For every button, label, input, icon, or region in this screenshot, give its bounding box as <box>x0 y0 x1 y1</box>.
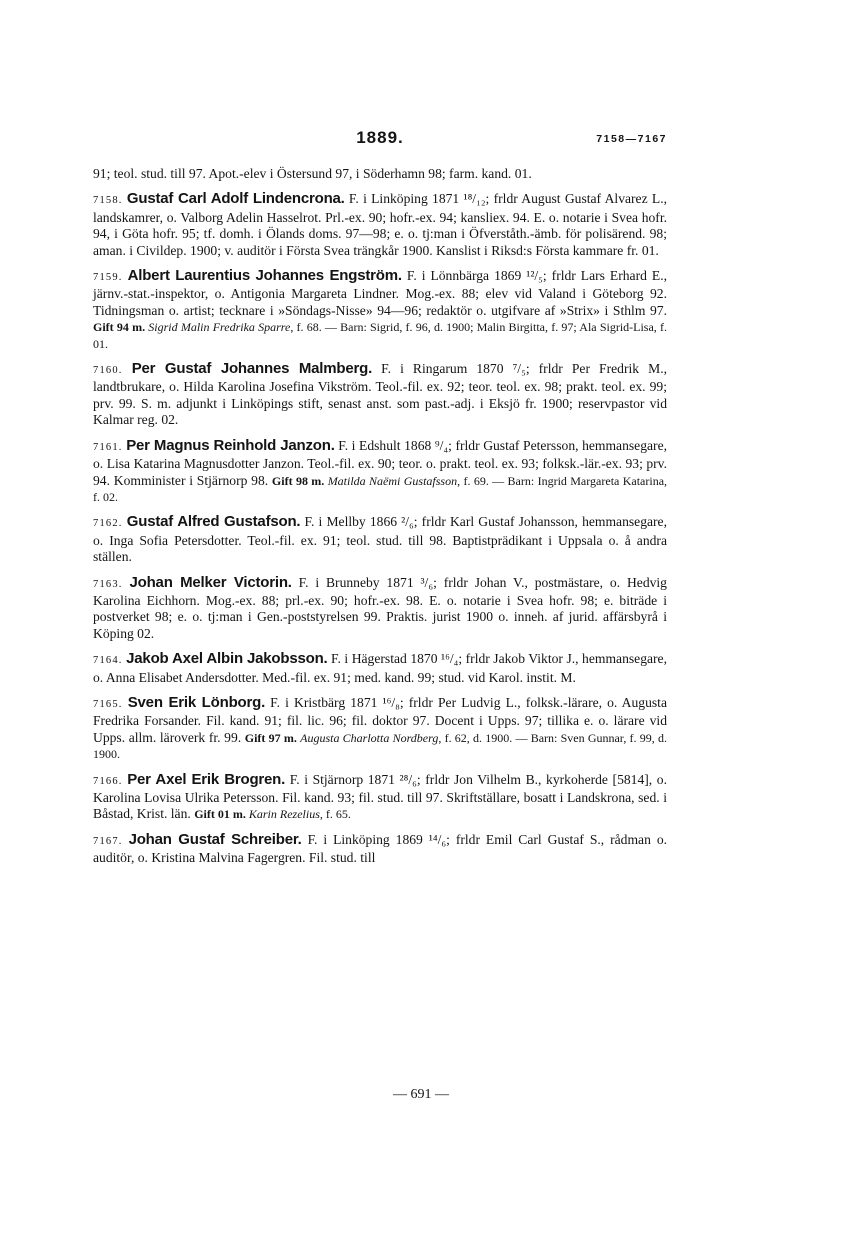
entry-text: F. i Ringarum 1870 ⁷/₅; frldr Per Fredrik M., landtbrukare, o. Hilda Karolina Josefina Vikström. Teol.-fil. ex. 92; teor. teol. ex. 98; prakt. teol. ex. 99; prv. 99. S. m. adjunkt i Linköpings stift, senast anst. som past.-adj. i Eksjö fr. 1900; reservpastor vid Kalmar reg. 02. <box>93 361 667 428</box>
entry-name: Johan Melker Victorin. <box>129 573 292 591</box>
marriage-label: Gift 94 m. <box>93 320 149 335</box>
entry-name: Johan Gustaf Schreiber. <box>128 830 302 848</box>
entry-text: F. i Edshult 1868 ⁹/₄; frldr Gustaf Petersson, hemmansegare, o. Lisa Katarina Magnusdotter Janzon. Teol.-fil. ex. 90; teor. o. prakt. teol. ex. 93; folksk.-lär.-ex. 93; prv. 94. Komminister i Stjärnorp 98. <box>93 437 667 488</box>
entry-7163 <box>93 575 667 643</box>
spouse-name: Matilda Naëmi Gustafsson <box>327 473 458 488</box>
continuation-text: 91; teol. stud. till 97. Apot.-elev i Östersund 97, i Söderhamn 98; farm. kand. 01. <box>93 166 532 181</box>
entry-number: 7160. <box>93 365 123 377</box>
entry-name: Gustaf Carl Adolf Lindencrona. <box>126 190 345 208</box>
entry-number: 7166. <box>93 775 123 787</box>
entry-number: 7162. <box>93 518 123 530</box>
entry-number: 7164. <box>93 655 123 667</box>
spouse-name: Augusta Charlotta Nordberg <box>300 730 439 745</box>
children-text: , f. 62, d. 1900. — Barn: Sven Gunnar, f. 99, d. 1900. <box>93 730 667 762</box>
register-content <box>93 166 667 876</box>
entry-name: Per Axel Erik Brogren. <box>127 770 286 788</box>
page-number: — 691 — <box>393 1087 449 1102</box>
entry-number: 7158. <box>93 195 123 207</box>
entry-7160 <box>93 361 667 429</box>
entry-number: 7167. <box>93 835 123 847</box>
entry-number: 7165. <box>93 698 123 710</box>
marriage-label: Gift 97 m. <box>244 730 301 745</box>
spouse-name: Sigrid Malin Fredrika Sparre <box>148 320 291 335</box>
entry-text: F. i Lönnbärga 1869 ¹²/₅; frldr Lars Erhard E., järnv.-stat.-inspektor, o. Antigonia Margareta Lindner. Mog.-ex. 88; elev vid Valand i Göteborg 92. Tidningsman o. artist; tecknare i »Söndags-Nisse» 94—96; redaktör o. utgifvare af »Strix» i Sthlm 97. <box>93 268 667 318</box>
entry-number: 7161. <box>93 441 123 453</box>
marriage-label: Gift 98 m. <box>271 473 328 488</box>
entry-7164 <box>93 651 667 686</box>
page-year: 1889. <box>356 128 404 147</box>
entry-name: Per Gustaf Johannes Malmberg. <box>131 360 373 378</box>
entry-name: Sven Erik Lönborg. <box>127 693 266 711</box>
entry-7165 <box>93 695 667 763</box>
entry-text: F. i Linköping 1871 ¹⁸/₁₂; frldr August Gustaf Alvarez L., landskamrer, o. Valborg Adelin Hasselrot. Prl.-ex. 90; hofr.-ex. 94; kansliex. 94. E. o. notarie i Svea hofr. 94, i Göta hofr. 95; tf. domh. i Ölands doms. 97—98; e. o. tj:man i Öfverståth.-ämb. för polisärend. 98; aman. i Civildep. 1900; v. auditör i Första Svea trängkår 1900. Kanslist i Riksd:s Första kammare fr. 01. <box>93 191 667 258</box>
children-text: , f. 68. — Barn: Sigrid, f. 96, d. 1900; Malin Birgitta, f. 97; Ala Sigrid-Lisa, f. 01. <box>93 320 668 351</box>
entry-number: 7163. <box>93 578 123 590</box>
entry-name: Gustaf Alfred Gustafson. <box>126 513 301 531</box>
entry-7158 <box>93 191 667 259</box>
entry-7162 <box>93 514 667 565</box>
children-text: , f. 69. — Barn: Ingrid Margareta Katarina, f. 02. <box>93 473 668 504</box>
spouse-name: Karin Rezelius <box>248 807 320 822</box>
entry-text: F. i Hägerstad 1870 ¹⁶/₄; frldr Jakob Viktor J., hemmansegare, o. Anna Elisabet Andersdotter. Med.-fil. ex. 91; med. kand. 99; stud. vid Karol. instit. M. <box>93 651 667 685</box>
entry-7159 <box>93 268 667 352</box>
page-header <box>93 128 667 152</box>
marriage-label: Gift 01 m. <box>194 807 249 822</box>
entry-name: Albert Laurentius Johannes Engström. <box>127 267 402 285</box>
marriage-line <box>93 320 667 350</box>
entry-number: 7159. <box>93 272 123 284</box>
marriage-line <box>194 807 351 821</box>
entry-text: F. i Brunneby 1871 ³/₆; frldr Johan V., postmästare, o. Hedvig Karolina Eichhorn. Mog.-ex. 88; prl.-ex. 90; hofr.-ex. 98. E. o. notarie i Svea hofr. 98; e. biträde i postverket 98; e. o. tj:man i Gen.-poststyrelsen 99. Praktis. jurist 1900 o. inneh. af jurid. affärsbyrå i Köping 02. <box>93 574 667 641</box>
entry-7161 <box>93 438 667 506</box>
children-text: , f. 65. <box>319 807 351 822</box>
entries-list <box>93 191 667 866</box>
entry-text: F. i Stjärnorp 1871 ²⁸/₆; frldr Jon Vilhelm B., kyrkoherde [5814], o. Karolina Lovisa Ulrika Petersson. Fil. kand. 93; fil. stud. till 97. Skriftställare, bosatt i Landskrona, sed. i Båstad, Krist. län. <box>93 771 667 822</box>
entry-7167 <box>93 832 667 867</box>
entry-text: F. i Mellby 1866 ²/₆; frldr Karl Gustaf Johansson, hemmansegare, o. Inga Sofia Petersdotter. Teol.-fil. ex. 91; teol. stud. till 98. Baptistprädikant i Uppsala o. å andra ställen. <box>93 514 667 565</box>
entry-range: 7158—7167 <box>596 133 667 145</box>
entry-name: Jakob Axel Albin Jakobsson. <box>126 650 328 668</box>
entry-text: F. i Linköping 1869 ¹⁴/₆; frldr Emil Carl Gustaf S., rådman o. auditör, o. Kristina Malvina Fagergren. Fil. stud. till <box>93 831 668 866</box>
entry-text: F. i Kristbärg 1871 ¹⁶/₈; frldr Per Ludvig L., folksk.-lärare, o. Augusta Fredrika Forsander. Fil. kand. 91; fil. lic. 96; fil. doktor 97. Docent i Upps. 97; tillika e. o. lärare vid Upps. allm. läroverk fr. 99. <box>93 694 667 745</box>
entry-7166 <box>93 772 667 823</box>
entry-name: Per Magnus Reinhold Janzon. <box>126 436 335 454</box>
